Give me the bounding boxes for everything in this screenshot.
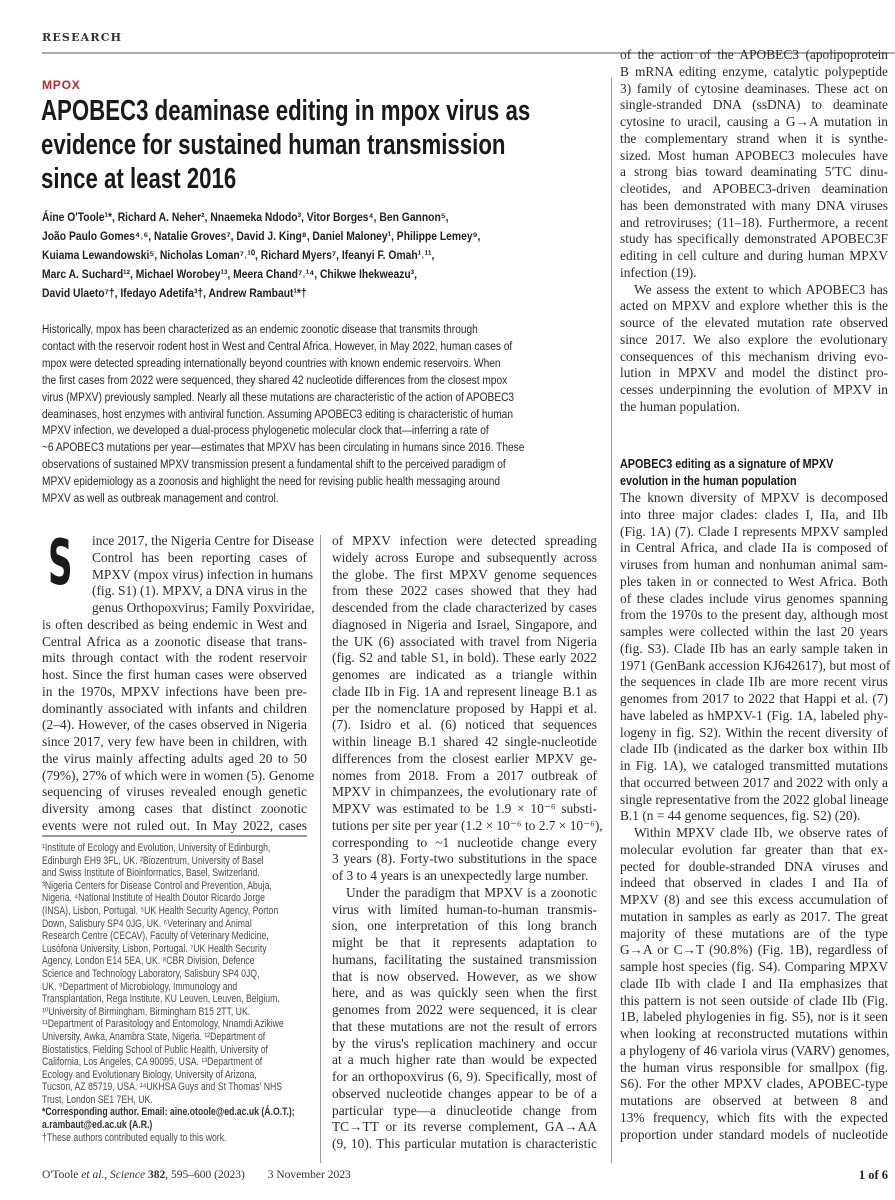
affiliation-line: ¹⁰University of Birmingham, Birmingham B15 2TT, UK.	[42, 1005, 251, 1018]
body-line: a phylogeny of 46 variola virus (VARV) genomes,	[620, 1042, 890, 1058]
body-line: TC→TT or its reverse complement, GA→AA	[332, 1119, 597, 1135]
body-line: The known diversity of MPXV is decomposed	[620, 490, 888, 505]
body-line: 1B, labeled phylogenies in fig. S5), nor is it seen	[620, 1009, 888, 1025]
body-line: source of the elevated mutation rate observed	[620, 315, 888, 330]
body-line: Control has been reporting cases of	[92, 549, 307, 565]
section-heading-line: APOBEC3 editing as a signature of MPXV	[620, 456, 834, 471]
body-line: pected for double-stranded DNA viruses and	[620, 858, 888, 874]
body-line: mutations are observed at between 8 and	[620, 1093, 888, 1108]
body-line: the globe. The first MPXV genome sequences	[332, 566, 597, 582]
author-line: David Ulaeto⁷†, Ifedayo Adetifa³†, Andrew Rambaut¹*†	[42, 286, 307, 300]
body-line: nomes from 2018. From a 2017 outbreak of	[332, 767, 597, 783]
footnote-rule	[42, 835, 307, 837]
body-line: when looking at reconstructed mutations within	[620, 1026, 888, 1041]
body-line: in Central Africa, and clade IIa is composed of	[620, 540, 888, 556]
body-line: (fig. S3). Clade IIb has an early sample taken in	[620, 640, 888, 656]
body-line: the human population.	[620, 398, 741, 414]
body-line: that these mutations are not the result of errors	[332, 1018, 597, 1034]
column-divider	[320, 535, 321, 1163]
body-line: S6). For the other MPXV clades, APOBEC-type	[620, 1076, 888, 1092]
footer-pages: , 595–600 (2023)	[165, 1169, 245, 1181]
body-line: study has specifically demonstrated APOBEC3F	[620, 231, 888, 247]
body-line: has been demonstrated with many DNA viruses	[620, 197, 888, 213]
body-line: from the 1970s to the present day, although most	[620, 607, 888, 623]
affiliation-line: Ecology and Evolutionary Biology, University of Arizona,	[42, 1068, 257, 1081]
topic-kicker: MPOX	[42, 78, 81, 92]
body-line: (Fig. 1A) (7). Clade I represents MPXV sampled	[620, 523, 888, 539]
body-line: might be that it represents adaptation to	[332, 935, 597, 950]
body-line: 1971 (GenBank accession KJ642617), but most of	[620, 657, 891, 673]
body-line: dominantly associated with infants and children	[42, 700, 307, 716]
body-line: Within MPXV clade IIb, we observe rates of	[634, 825, 888, 840]
affiliation-line: Science and Technology Laboratory, Salisbury SP4 0JQ,	[42, 967, 260, 980]
abstract-line: virus (MPXV) previously sampled. Nearly all these mutations are characteristic of the action of APOBEC3	[42, 389, 515, 404]
affiliation-line: Agency, London E14 5EA, UK. ⁸CBR Division, Defence	[42, 955, 255, 968]
body-line: here, and as was quickly seen when the first	[332, 985, 597, 1001]
drop-cap: S	[48, 526, 73, 599]
abstract-line: MPXV infection, we developed a dual-process phylogenetic molecular clock that—inferring a rate of	[42, 423, 489, 438]
body-line: (fig. S1) (1). MPXV, a DNA virus in the	[92, 583, 308, 599]
affiliation-line: ³Nigeria Centers for Disease Control and Prevention, Abuja,	[42, 879, 272, 892]
body-line: differences from the closest earlier MPXV ge-	[332, 750, 597, 766]
body-line: (2–4). However, of the cases observed in Nigeria	[42, 717, 307, 733]
body-line: humans, facilitating the sustained transmission	[332, 951, 597, 967]
body-line: MPXV (mpox virus) infection in humans	[92, 566, 314, 582]
body-column-1	[42, 526, 315, 835]
body-line: (79%), 27% of which were in women (5). Genome	[42, 767, 315, 783]
abstract-line: deaminases, host enzymes with antiviral function. Assuming APOBEC3 editing is characteristic of human	[42, 406, 513, 421]
affiliation-line: California, Los Angeles, CA 90095, USA. ¹³Department of	[42, 1056, 263, 1069]
body-line: widely across Europe and subsequently across	[332, 549, 597, 565]
abstract-line: ~6 APOBEC3 mutations per year—estimates that MPXV has been circulating in humans since 2016. These	[42, 440, 525, 455]
author-list	[42, 208, 563, 303]
body-line: Under the paradigm that MPXV is a zoonotic	[346, 884, 597, 900]
body-line: in the 1970s, MPXV infections have been pre-	[42, 683, 307, 699]
footer-et-al: et al.	[81, 1169, 105, 1181]
body-line: that occurred between 2017 and 2022 with only a	[620, 774, 888, 790]
abstract	[42, 321, 591, 507]
body-column-2	[332, 533, 603, 1153]
abstract-line: contact with the reservoir rodent host in West and Central Africa. However, in May 2022, human cases of	[42, 338, 513, 353]
body-line: mutation in samples as early as 2017. The great	[620, 908, 888, 924]
body-line: (7). Isidro et al. (6) noticed that sequences	[332, 717, 597, 733]
body-line: infection (19).	[620, 264, 697, 280]
body-line: of 3 to 4 years is an unexpectedly large number.	[332, 868, 589, 883]
affiliations	[42, 842, 304, 1144]
body-line: virus with limited human-to-human transmis-	[332, 901, 597, 917]
body-line: per the nomenclature proposed by Happi et al.	[332, 700, 597, 716]
title-line: APOBEC3 deaminase editing in mpox virus as	[41, 95, 531, 127]
body-line: logeny in fig. S2). Within the recent diversity of	[620, 724, 888, 740]
body-line: ince 2017, the Nigeria Centre for Disease	[92, 533, 314, 548]
body-line: G→A or C→T (90.8%) (Fig. 1B), regardless of	[620, 942, 888, 958]
body-line: indeed that observed in clades I and IIa of	[620, 875, 888, 891]
page-indicator: 1 of 6	[858, 1168, 888, 1182]
body-line: in Fig. 1A), we cataloged transmitted mutations	[620, 758, 888, 773]
body-line: corresponding to ~1 nucleotide change every	[332, 834, 597, 850]
body-line: this pattern is not seen outside of clade IIb (Fig.	[620, 992, 888, 1008]
affiliation-line: University, Awka, Anambra State, Nigeria. ¹²Department of	[42, 1030, 266, 1043]
footer-authors: O'Toole	[42, 1169, 79, 1181]
body-line: Central Africa as a zoonotic disease that trans-	[42, 633, 307, 649]
author-line: Kuiama Lewandowski⁵, Nicholas Loman⁷˒¹⁰, Richard Myers⁷, Ifeanyi F. Omah¹˒¹¹,	[42, 248, 435, 262]
author-line: João Paulo Gomes⁴˒⁶, Natalie Groves⁷, David J. King⁸, Daniel Maloney¹, Philippe Lemey⁹,	[42, 229, 481, 243]
footer-journal: Science	[110, 1169, 146, 1181]
body-line: cytosine to uracil, causing a G→A mutation in	[620, 114, 888, 129]
column-divider	[611, 78, 612, 1163]
body-line: of MPXV infection were detected spreading	[332, 533, 597, 548]
body-line: 13% frequency, which fits with the expected	[620, 1109, 888, 1125]
body-line: sion, one interpretation of this long branch	[332, 918, 597, 934]
footer-date: 3 November 2023	[267, 1169, 351, 1181]
body-line: 3) family of cytosine deaminases. These act on	[620, 80, 888, 96]
body-line: since 2017. We also explore the evolutionary	[620, 331, 888, 347]
corresponding-author-line: a.rambaut@ed.ac.uk (A.R.)	[42, 1119, 153, 1132]
section-heading-line: evolution in the human population	[620, 473, 797, 488]
body-line: proportion under standard models of nucleotide	[620, 1126, 888, 1142]
body-line: diversity among cases that distinct zoonotic	[42, 801, 307, 816]
equal-contribution-note: †These authors contributed equally to this work.	[42, 1131, 227, 1144]
body-line: within lineage B.1 shared 42 single-nucleotide	[332, 734, 597, 749]
body-line: lution in MPXV and model the distinct pro-	[620, 365, 888, 381]
author-line: Marc A. Suchard¹², Michael Worobey¹³, Meera Chand⁷˒¹⁴, Chikwe Ihekweazu³,	[42, 267, 417, 281]
abstract-line: the first cases from 2022 were sequenced, they shared 42 nucleotide differences from the closest mpox	[42, 372, 508, 387]
abstract-line: observations of sustained MPXV transmission present a fundamental shift to the perceived paradigm of	[42, 457, 506, 472]
affiliation-line: Biostatistics, Fielding School of Public Health, University of	[42, 1043, 268, 1056]
body-line: clade IIb (indicated as the darker box within IIb	[620, 741, 888, 757]
body-line: ples taken in or connected to West Africa. Both	[620, 573, 888, 589]
body-line: into three major clades: clades I, IIa, and IIb	[620, 506, 888, 522]
body-line: acted on MPXV and explore whether this is the	[620, 298, 888, 314]
body-line: observed nucleotide changes appear to be of a	[332, 1085, 597, 1101]
body-line: by the virus's replication machinery and occur	[332, 1035, 597, 1051]
title-line: evidence for sustained human transmission	[41, 129, 506, 161]
body-line: viruses from human and nonhuman animal sam-	[620, 557, 888, 572]
body-line: have labeled as hMPXV-1 (Fig. 1A, labeled phy-	[620, 707, 888, 723]
body-line: 3 years (8). Forty-two substitutions in the space	[332, 851, 597, 867]
affiliation-line: and Swiss Institute of Bioinformatics, Basel, Switzerland.	[42, 867, 260, 880]
body-line: the complementary strand when it is synthe-	[620, 130, 888, 146]
body-line: B mRNA editing enzyme, catalytic polypeptide	[620, 63, 888, 79]
body-line: (9, 10). This particular mutation is characteristic	[332, 1136, 597, 1151]
affiliation-line: Down, Salisbury SP4 0JG, UK. ⁶Veterinary and Animal	[42, 917, 252, 930]
affiliation-line: Nigeria. ⁴National Institute of Health Doutor Ricardo Jorge	[42, 892, 265, 905]
body-line: at a much higher rate than would be expected	[332, 1052, 597, 1068]
body-line: particular type—a dinucleotide change from	[332, 1102, 597, 1118]
affiliation-line: UK. ⁹Department of Microbiology, Immunology and	[42, 980, 238, 993]
body-line: B.1 (n = 44 genome sequences, fig. S2) (20).	[620, 808, 861, 824]
body-line: consequences of this mechanism driving evo-	[620, 348, 888, 364]
body-line: MPXV in chimpanzees, the evolutionary rate of	[332, 784, 597, 800]
body-line: cleotides, and APOBEC3-driven deamination	[620, 181, 888, 196]
affiliation-line: ¹Institute of Ecology and Evolution, University of Edinburgh,	[42, 842, 271, 854]
body-line: editing in cell culture and during human MPXV	[620, 248, 888, 263]
body-line: the UK (6) associated with travel from Nigeria	[332, 633, 597, 649]
body-line: MPXV was estimated to be 1.9 × 10⁻⁶ substi-	[332, 801, 597, 816]
body-line: that is now observed. However, as we show	[332, 968, 597, 984]
body-line: molecular evolution far greater than that ex-	[620, 841, 888, 857]
body-line: of these clades include virus genomes spanning	[620, 590, 888, 606]
body-line: since 2017, very few have been in children, with	[42, 734, 307, 749]
affiliation-line: ¹¹Department of Parasitology and Entomology, Nnamdi Azikiwe	[42, 1018, 284, 1031]
body-line: clade IIb in Fig. 1A and represent lineage B.1 as	[332, 683, 597, 699]
body-line: host. Since the first human cases were observed	[42, 667, 307, 682]
body-line: sample host species (fig. S4). Comparing MPXV	[620, 959, 888, 974]
section-label: RESEARCH	[42, 31, 123, 44]
affiliation-line: Tucson, AZ 85719, USA. ¹⁴UKHSA Guys and St Thomas' NHS	[42, 1081, 283, 1094]
body-line: genomes from 2022 were sequenced, it is clear	[332, 1002, 597, 1017]
abstract-line: Historically, mpox has been characterized as an endemic zoonotic disease that transmits through	[42, 322, 478, 336]
body-line: and retroviruses; (11–18). Furthermore, a recent	[620, 214, 888, 230]
affiliation-line: Lusófona University, Lisbon, Portugal. ⁷UK Health Security	[42, 942, 267, 955]
body-line: from these 2022 cases showed that they had	[332, 583, 597, 599]
body-line: mits through contact with the rodent reservoir	[42, 650, 307, 666]
affiliation-line: Research Centre (CECAV), Faculty of Veterinary Medicine,	[42, 930, 269, 943]
body-line: genomes are indicated as a triangle within	[332, 667, 597, 682]
body-line: single-stranded DNA (ssDNA) to deaminate	[620, 97, 888, 113]
article-title	[41, 94, 531, 196]
body-line: majority of these mutations are of the type	[620, 925, 888, 941]
body-column-3	[620, 47, 888, 416]
body-line: single representative from the 2022 global lineage	[620, 791, 889, 807]
body-line: We assess the extent to which APOBEC3 has	[634, 281, 888, 297]
abstract-line: MPXV as well as outbreak management and control.	[42, 491, 279, 506]
body-line: sized. Most human APOBEC3 molecules have	[620, 147, 888, 163]
affiliation-line: (INSA), Lisbon, Portugal. ⁵UK Health Security Agency, Porton	[42, 904, 279, 917]
body-line: diagnosed in Nigeria and Israel, Singapore, and	[332, 616, 597, 632]
body-line: the sequences in clade IIb are more recent virus	[620, 674, 888, 690]
abstract-line: mpox were detected spreading internationally beyond countries with known endemic reservoirs. When	[42, 355, 501, 370]
body-line: descended from the clade characterized by cases	[332, 600, 597, 615]
body-line: tutions per site per year (1.2 × 10⁻⁶ to 2.7 × 10⁻⁶),	[332, 817, 603, 833]
body-line: genomes from 2017 to 2022 that Happi et al. (7)	[620, 691, 888, 706]
body-line: cesses underpinning the evolution of MPXV in	[620, 382, 888, 397]
body-line: events were not ruled out. In May 2022, cases	[42, 817, 307, 833]
body-line: is often described as being endemic in West and	[42, 616, 307, 632]
section-heading	[620, 455, 891, 489]
body-line: (fig. S2 and table S1, in bold). These early 2022	[332, 650, 597, 666]
body-line: of the action of the APOBEC3 (apolipoprotein	[620, 47, 888, 62]
abstract-line: MPXV epidemiology as a zoonosis and highlight the need for revising public health messaging around	[42, 474, 501, 489]
body-line: sequencing of viruses revealed enough genetic	[42, 784, 307, 800]
title-line: since at least 2016	[41, 163, 237, 195]
body-line: clade IIb with clade I and IIa emphasizes that	[620, 975, 888, 991]
body-line: the human virus responsible for smallpox (fig.	[620, 1059, 888, 1075]
affiliation-line: Edinburgh EH9 3FL, UK. ²Biozentrum, University of Basel	[42, 854, 264, 867]
body-line: for an orthopoxvirus (6, 9). Specifically, most of	[332, 1069, 597, 1084]
corresponding-author-line: *Corresponding author. Email: aine.otoole@ed.ac.uk (Á.O.T.);	[42, 1106, 295, 1119]
body-line: the virus mainly affecting adults aged 20 to 50	[42, 750, 307, 766]
affiliation-line: Trust, London SE1 7EH, UK.	[42, 1093, 153, 1106]
body-line: MPXV (8) and see this excess accumulation of	[620, 892, 888, 907]
body-column-3-section	[620, 490, 891, 1143]
citation-footer: O'Toole et al., Science 382, 595–600 (2023) 3 November 2023	[42, 1169, 351, 1181]
footer-volume: 382	[148, 1169, 166, 1181]
body-line: genus Orthopoxvirus; Family Poxviridae,	[92, 600, 315, 615]
author-line: Áine O'Toole¹*, Richard A. Neher², Nnaemeka Ndodo³, Vitor Borges⁴, Ben Gannon⁵,	[42, 210, 449, 224]
affiliation-line: Transplantation, Rega Institute, KU Leuven, Leuven, Belgium.	[42, 993, 280, 1006]
body-line: a strong bias toward deaminating 5′TC dinu-	[620, 164, 888, 180]
body-line: samples were collected within the last 20 years	[620, 624, 888, 639]
